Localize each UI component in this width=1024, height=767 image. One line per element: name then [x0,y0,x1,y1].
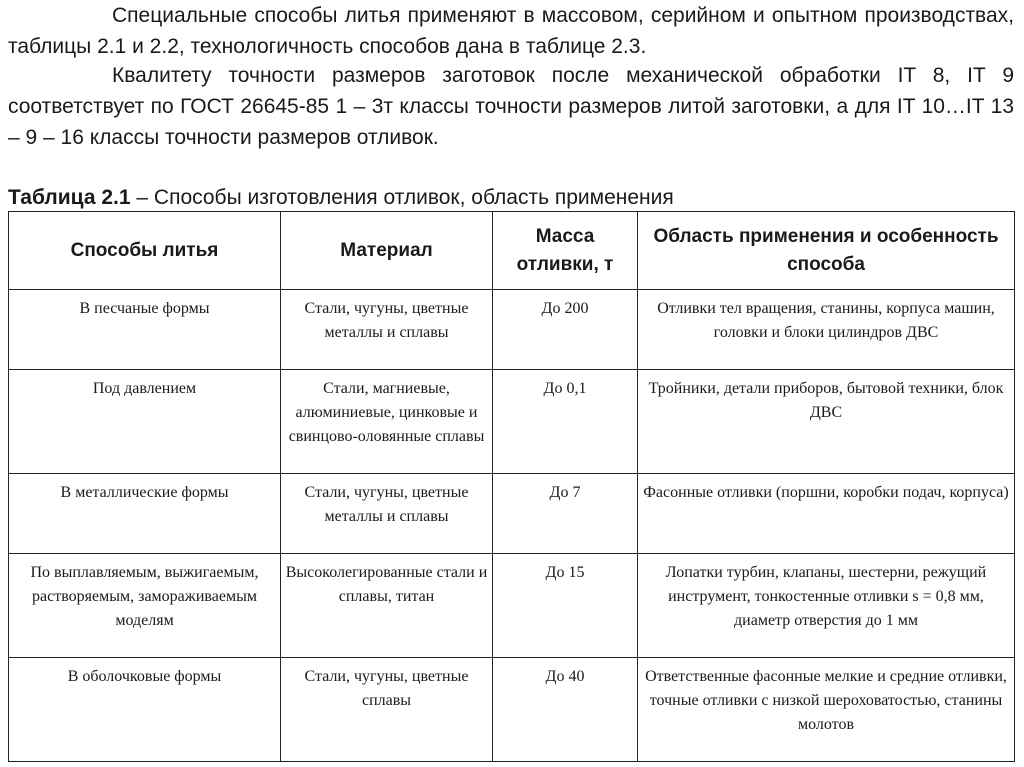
header-application-area: Область применения и особенность способа [638,212,1015,290]
cell-casting-method: В песчаные формы [9,290,281,370]
cell-casting-mass: До 7 [493,474,638,554]
header-material: Материал [281,212,493,290]
table-row [9,658,1015,762]
cell-application-area: Отливки тел вращения, станины, корпуса машин, головки и блоки цилиндров ДВС [638,290,1015,370]
cell-casting-mass: До 200 [493,290,638,370]
paragraph-casting-methods: Специальные способы литья применяют в массовом, серийном и опытном производствах, таблицы 2.1 и 2.2, технологичность способов дана в таблице 2.3. [8,4,1014,58]
cell-casting-mass: До 40 [493,658,638,762]
table-header-row [9,212,1015,290]
table-caption [8,184,674,212]
cell-application-area: Лопатки турбин, клапаны, шестерни, режущий инструмент, тонкостенные отливки s = 0,8 мм, диаметр отверстия до 1 мм [638,554,1015,658]
table-caption-label: Таблица 2.1 [8,186,131,209]
paragraph-accuracy-grades: Квалитету точности размеров заготовок после механической обработки IT 8, IT 9 соответствует по ГОСТ 26645-85 1 – 3т классы точности размеров литой заготовки, а для IT 10…IT 13 – 9 – 16 классы точности размеров отливок. [8,64,1014,149]
cell-material: Стали, магниевые, алюминиевые, цинковые и свинцово-оловянные сплавы [281,370,493,474]
table-caption-text: – Способы изготовления отливок, область применения [130,186,674,209]
casting-methods-table [8,211,1015,762]
table-row [9,290,1015,370]
cell-application-area: Фасонные отливки (поршни, коробки подач, корпуса) [638,474,1015,554]
header-casting-method: Способы литья [9,212,281,290]
cell-material: Стали, чугуны, цветные металлы и сплавы [281,290,493,370]
cell-material: Стали, чугуны, цветные металлы и сплавы [281,474,493,554]
cell-casting-method: В металлические формы [9,474,281,554]
cell-casting-mass: До 15 [493,554,638,658]
cell-application-area: Тройники, детали приборов, бытовой техники, блок ДВС [638,370,1015,474]
table-row [9,370,1015,474]
cell-casting-method: По выплавляемым, выжигаемым, растворяемым, замораживаемым моделям [9,554,281,658]
header-casting-mass: Масса отливки, т [493,212,638,290]
cell-casting-mass: До 0,1 [493,370,638,474]
table-row [9,474,1015,554]
table-row [9,554,1015,658]
cell-casting-method: Под давлением [9,370,281,474]
cell-material: Высоколегированные стали и сплавы, титан [281,554,493,658]
cell-application-area: Ответственные фасонные мелкие и средние отливки, точные отливки с низкой шероховатостью, станины молотов [638,658,1015,762]
cell-casting-method: В оболочковые формы [9,658,281,762]
cell-material: Стали, чугуны, цветные сплавы [281,658,493,762]
